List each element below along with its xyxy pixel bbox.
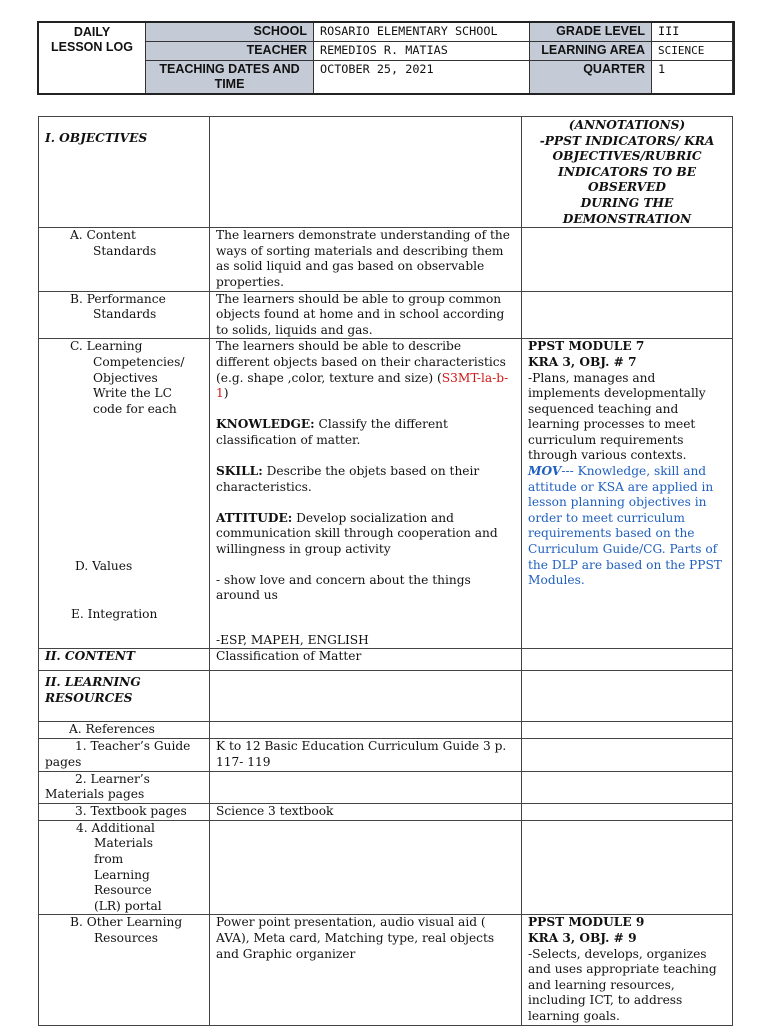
table-row bbox=[39, 117, 733, 228]
title-line-1: DAILY bbox=[73, 25, 111, 39]
annotations-header-line: -PPST INDICATORS/ KRA bbox=[539, 133, 715, 148]
kra-obj-7: KRA 3, OBJ. # 7 bbox=[528, 354, 637, 369]
daily-lesson-log-title bbox=[39, 23, 146, 94]
ppst-module-9: PPST MODULE 9 bbox=[528, 915, 645, 930]
annotations-header-line: OBJECTIVES/RUBRIC bbox=[552, 149, 702, 164]
learners-materials-annotation bbox=[522, 771, 733, 803]
other-resources-text: Power point presentation, audio visual aid ( AVA), Meta card, Matching type, real objects and Graphic organizer bbox=[210, 915, 522, 1025]
teachers-guide-label: 1. Teacher’s Guide pages bbox=[39, 739, 210, 771]
additional-materials-text bbox=[210, 820, 522, 915]
quarter-label: QUARTER bbox=[530, 61, 652, 94]
ppst-module-7: PPST MODULE 7 bbox=[528, 339, 645, 354]
school-label: SCHOOL bbox=[146, 23, 314, 42]
content-standards-label: A. Content Standards bbox=[39, 228, 210, 291]
integration-text: -ESP, MAPEH, ENGLISH bbox=[216, 632, 369, 647]
lc-code: S3MT-la-b-1 bbox=[216, 370, 509, 401]
teacher-label: TEACHER bbox=[146, 42, 314, 61]
annotations-header-line: INDICATORS TO BE OBSERVED bbox=[558, 164, 696, 195]
teacher-value: REMEDIOS R. MATIAS bbox=[314, 42, 530, 61]
title-line-2: LESSON LOG bbox=[51, 40, 133, 54]
values-text: - show love and concern about the things around us bbox=[216, 572, 471, 603]
mov-label: MOV bbox=[528, 464, 562, 479]
table-row bbox=[39, 803, 733, 820]
content-standards-text: The learners demonstrate understanding of the ways of sorting materials and describing them as solid liquid and gas based on observable properties. bbox=[210, 228, 522, 291]
header-table bbox=[38, 22, 733, 94]
learning-resources-label: II. LEARNING RESOURCES bbox=[39, 671, 210, 722]
quarter-value: 1 bbox=[652, 61, 733, 94]
textbook-pages-annotation bbox=[522, 803, 733, 820]
learning-area-label: LEARNING AREA bbox=[530, 42, 652, 61]
teaching-dates-label: TEACHING DATES AND TIME bbox=[146, 61, 314, 94]
competencies-annotation bbox=[522, 339, 733, 649]
learning-area-value: SCIENCE bbox=[652, 42, 733, 61]
other-resources-annotation bbox=[522, 915, 733, 1025]
skill-label: SKILL: bbox=[216, 464, 263, 479]
references-text bbox=[210, 722, 522, 739]
content-standards-annotation bbox=[522, 228, 733, 291]
table-row bbox=[39, 671, 733, 722]
content-annotation bbox=[522, 649, 733, 671]
performance-standards-text: The learners should be able to group common objects found at home and in school according to solids, liquids and gas. bbox=[210, 291, 522, 339]
teaching-dates-value: OCTOBER 25, 2021 bbox=[314, 61, 530, 94]
annotation-text-9: -Selects, develops, organizes and uses appropriate teaching and learning resources, including ICT, to address learning goals. bbox=[528, 946, 717, 1023]
table-row bbox=[39, 228, 733, 291]
references-label: A. References bbox=[39, 722, 210, 739]
teachers-guide-annotation bbox=[522, 739, 733, 771]
knowledge-text: Classify the different classification of matter. bbox=[216, 417, 448, 447]
table-row bbox=[39, 291, 733, 339]
table-row bbox=[39, 771, 733, 803]
learning-resources-empty bbox=[210, 671, 522, 722]
learning-resources-annotation bbox=[522, 671, 733, 722]
annotations-header-line: DURING THE bbox=[580, 195, 674, 210]
grade-level-value: III bbox=[652, 23, 733, 42]
knowledge-label: KNOWLEDGE: bbox=[216, 417, 315, 432]
skill-objective bbox=[216, 464, 515, 495]
table-row bbox=[39, 820, 733, 915]
learners-materials-text bbox=[210, 771, 522, 803]
competencies-text-main: The learners should be able to describe different objects based on their characteristics (e.g. shape ,color, texture and size) ( bbox=[216, 339, 506, 385]
annotations-header-line: DEMONSTRATION bbox=[562, 211, 692, 226]
additional-materials-annotation bbox=[522, 820, 733, 915]
values-label: D. Values bbox=[75, 559, 133, 574]
table-row bbox=[39, 649, 733, 671]
lesson-plan-table bbox=[38, 116, 733, 1026]
competencies-label: C. Learning Competencies/ Objectives bbox=[70, 339, 185, 385]
textbook-pages-label: 3. Textbook pages bbox=[39, 803, 210, 820]
competencies-close: ) bbox=[223, 386, 229, 401]
competencies-note: Write the LC code for each bbox=[93, 386, 177, 416]
references-annotation bbox=[522, 722, 733, 739]
competencies-text bbox=[216, 339, 515, 401]
kra-obj-9: KRA 3, OBJ. # 9 bbox=[528, 930, 637, 945]
performance-standards-annotation bbox=[522, 291, 733, 339]
performance-standards-label: B. Performance Standards bbox=[39, 291, 210, 339]
competencies-text-cell bbox=[210, 339, 522, 649]
integration-label: E. Integration bbox=[71, 607, 158, 622]
table-row bbox=[39, 915, 733, 1025]
annotations-header bbox=[522, 117, 733, 228]
annotations-header-line: (ANNOTATIONS) bbox=[568, 118, 686, 132]
table-row bbox=[39, 722, 733, 739]
competencies-label-cell bbox=[39, 339, 210, 649]
table-row bbox=[39, 739, 733, 771]
other-resources-label: B. Other Learning Resources bbox=[39, 915, 210, 1025]
attitude-objective bbox=[216, 511, 515, 558]
attitude-label: ATTITUDE: bbox=[216, 510, 293, 525]
additional-materials-label: 4. Additional Materials from Learning Resource (LR) portal bbox=[39, 820, 210, 915]
mov-note bbox=[528, 464, 726, 589]
school-value: ROSARIO ELEMENTARY SCHOOL bbox=[314, 23, 530, 42]
content-text: Classification of Matter bbox=[210, 649, 522, 671]
teachers-guide-text: K to 12 Basic Education Curriculum Guide 3 p. 117- 119 bbox=[210, 739, 522, 771]
mov-text: --- Knowledge, skill and attitude or KSA are applied in lesson planning objectives in order to meet curriculum requirements based on the Curriculum Guide/CG. Parts of the DLP are based on the PPST Modules. bbox=[528, 464, 722, 588]
content-label: II. CONTENT bbox=[39, 649, 210, 671]
skill-text: Describe the objets based on their characteristics. bbox=[216, 464, 480, 494]
table-row bbox=[39, 339, 733, 649]
textbook-pages-text: Science 3 textbook bbox=[210, 803, 522, 820]
objectives-label: I. OBJECTIVES bbox=[39, 117, 210, 228]
grade-level-label: GRADE LEVEL bbox=[530, 23, 652, 42]
attitude-text: Develop socialization and communication skill through cooperation and willingness in group activity bbox=[216, 510, 498, 557]
knowledge-objective bbox=[216, 417, 515, 448]
objectives-empty-cell bbox=[210, 117, 522, 228]
learners-materials-label: 2. Learner’s Materials pages bbox=[39, 771, 210, 803]
annotation-text-7: -Plans, manages and implements developmentally sequenced teaching and learning processes to meet curriculum requirements through various contexts. bbox=[528, 370, 706, 463]
